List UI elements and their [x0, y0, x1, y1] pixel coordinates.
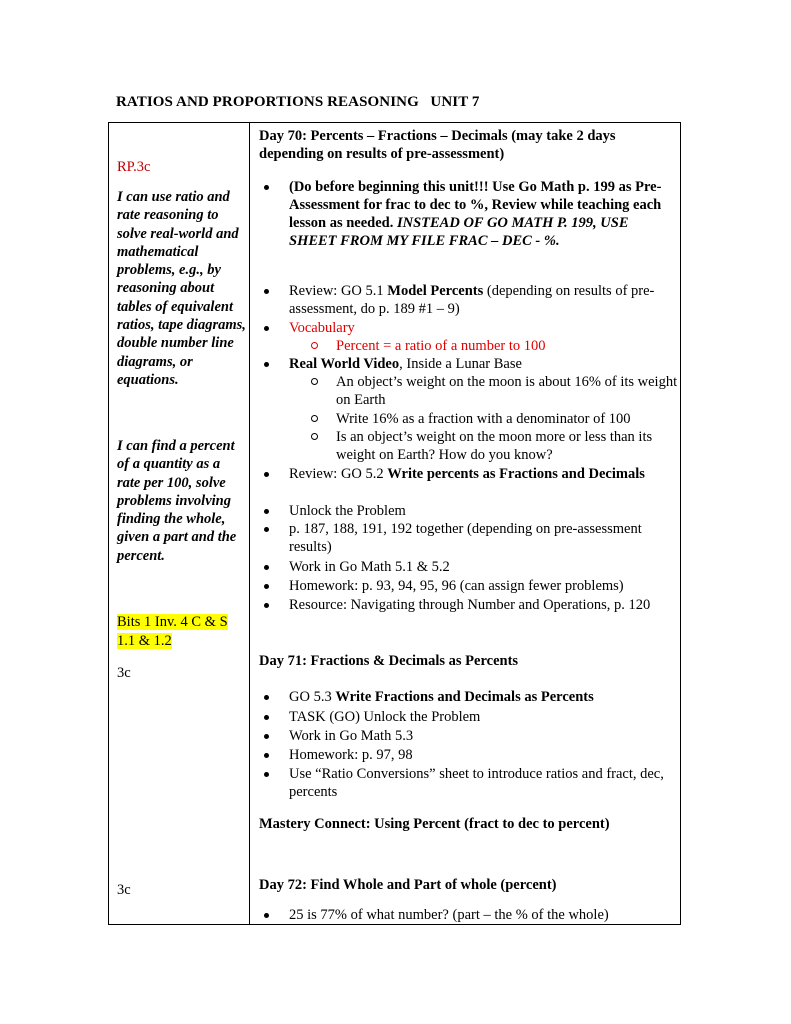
video-point-3: Is an object’s weight on the moon more or less than its weight on Earth? How do you know? [336, 429, 653, 463]
day72-item-1: 25 is 77% of what number? (part – the % of the whole) [289, 907, 609, 923]
day71-ratio-sheet: Use “Ratio Conversions” sheet to introduce ratios and fract, dec, percents [289, 766, 664, 800]
standard-label-3c-day72: 3c [117, 882, 131, 898]
day70-preassessment: (Do before beginning this unit!!! Use Go Math p. 199 as Pre-Assessment for frac to dec to %, Review while teaching each lesson as needed. INSTEAD OF GO MATH P. 199, USE SHEET FROM MY FILE FRAC – DEC - %. [289, 179, 662, 249]
bullet-icon [264, 584, 269, 589]
day71-heading: Day 71: Fractions & Decimals as Percents [259, 653, 519, 669]
bullet-icon [264, 913, 269, 918]
lesson-table [108, 122, 681, 925]
mastery-connect: Mastery Connect: Using Percent (fract to dec to percent) [259, 816, 610, 832]
sub-bullet-icon [311, 433, 318, 440]
bullet-icon [264, 565, 269, 570]
bullet-icon [264, 695, 269, 700]
day70-real-world-video: Real World Video, Inside a Lunar Base [289, 356, 522, 372]
day71-go-5-3: GO 5.3 Write Fractions and Decimals as Percents [289, 689, 594, 705]
bullet-icon [264, 603, 269, 608]
day70-review-5-2: Review: GO 5.2 Write percents as Fractions and Decimals [289, 466, 645, 482]
bullet-icon [264, 753, 269, 758]
day71-homework: Homework: p. 97, 98 [289, 747, 413, 763]
bullet-icon [264, 326, 269, 331]
sub-bullet-icon [311, 378, 318, 385]
sub-bullet-icon [311, 415, 318, 422]
day70-vocabulary: Vocabulary [289, 320, 355, 336]
bullet-icon [264, 289, 269, 294]
day70-pages: p. 187, 188, 191, 192 together (depending on pre-assessment results) [289, 521, 642, 555]
day70-unlock-problem: Unlock the Problem [289, 503, 406, 519]
video-point-2: Write 16% as a fraction with a denominator of 100 [336, 411, 631, 427]
sub-bullet-icon [311, 342, 318, 349]
video-point-1: An object’s weight on the moon is about 16% of its weight on Earth [336, 374, 678, 408]
bullet-icon [264, 362, 269, 367]
bits-reference [117, 613, 245, 650]
standard-label-3c: 3c [117, 665, 131, 681]
i-can-statement-2: I can find a percent of a quantity as a rate per 100, solve problems involving finding the whole, given a part and the percent. [117, 438, 237, 564]
bullet-icon [264, 734, 269, 739]
day71-task: TASK (GO) Unlock the Problem [289, 709, 481, 725]
bullet-icon [264, 509, 269, 514]
day71-work: Work in Go Math 5.3 [289, 728, 414, 744]
day70-work: Work in Go Math 5.1 & 5.2 [289, 559, 450, 575]
vocabulary-definition: Percent = a ratio of a number to 100 [336, 338, 546, 354]
column-divider [249, 123, 250, 924]
day70-resource: Resource: Navigating through Number and Operations, p. 120 [289, 597, 651, 613]
bullet-icon [264, 185, 269, 190]
day70-homework: Homework: p. 93, 94, 95, 96 (can assign fewer problems) [289, 578, 624, 594]
standard-code: RP.3c [117, 159, 151, 175]
document-title: RATIOS AND PROPORTIONS REASONING UNIT 7 [116, 94, 480, 110]
bullet-icon [264, 472, 269, 477]
day70-review-5-1: Review: GO 5.1 Model Percents (depending on results of pre-assessment, do p. 189 #1 – 9) [289, 283, 655, 317]
bullet-icon [264, 772, 269, 777]
i-can-statement-1: I can use ratio and rate reasoning to solve real-world and mathematical problems, e.g., by reasoning about tables of equivalent ratios, tape diagrams, double number line diagrams, or equations. [117, 189, 246, 388]
bullet-icon [264, 715, 269, 720]
day72-heading: Day 72: Find Whole and Part of whole (percent) [259, 877, 557, 893]
day70-heading: Day 70: Percents – Fractions – Decimals (may take 2 days depending on results of pre-assessment) [259, 128, 616, 162]
bits-reference-text: Bits 1 Inv. 4 C & S 1.1 & 1.2 [117, 614, 228, 649]
bullet-icon [264, 527, 269, 532]
